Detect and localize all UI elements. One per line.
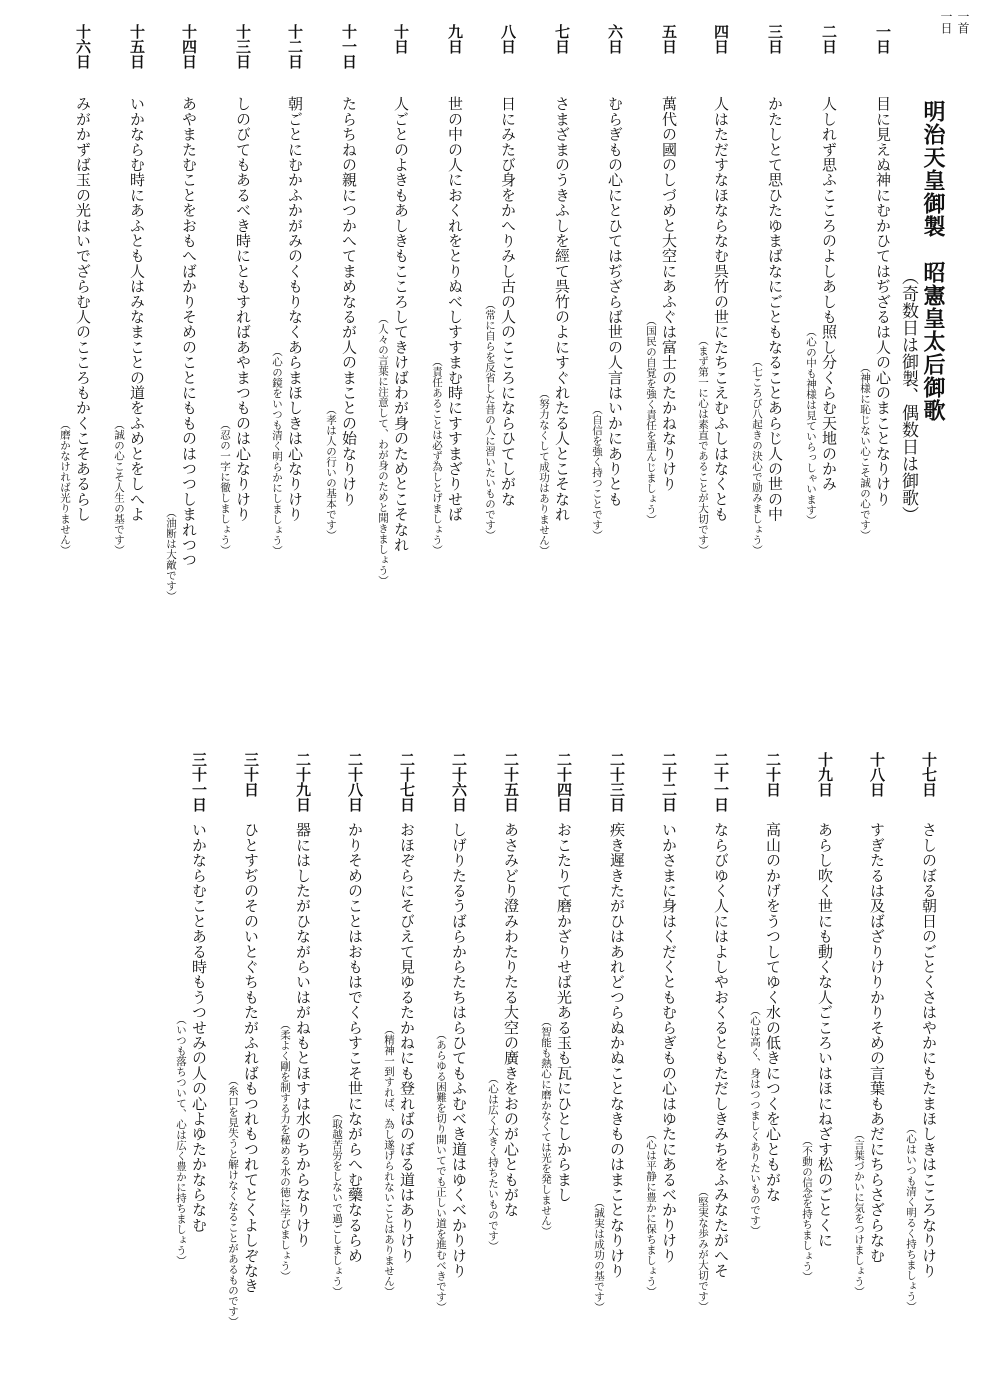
entry-poem: 人はただすなほならなむ呉竹の世にたちこえむふしはなくとも: [712, 96, 730, 522]
entry-day: 十九日: [816, 752, 834, 797]
entry-day: 六日: [606, 24, 624, 54]
entry-note: （自信を強く持つことです）: [591, 403, 603, 541]
entry-day: 二十二日: [660, 752, 678, 812]
entry-poem: おほぞらにそびえて見ゆるたかねにも登ればのぼる道はありけり: [398, 822, 416, 1263]
entry-poem: さまざまのうきふしを經て呉竹のよにすぐれたる人とこそなれ: [553, 96, 571, 522]
entry-day: 四日: [712, 24, 730, 54]
entry-note: （国民の自覚を強く責任を重んじましょう）: [645, 315, 657, 526]
entry-poem: 世の中の人におくれをとりぬべしすすまむ時にすすまざりせば: [446, 96, 464, 522]
entry-note: （心はいつも清く明るく持ちましょう）: [905, 1123, 917, 1312]
entry-poem: 器にはしたがひながらいはがねもとほすは水のちからなりけり: [294, 822, 312, 1248]
entry-day: 十五日: [128, 24, 146, 69]
entry-day: 二十九日: [294, 752, 312, 812]
page-subtitle: （奇数日は御製、偶数日は御歌）: [898, 268, 918, 523]
entry-poem: あらし吹く世にも動くな人ごころいはほにねざす松のごとくに: [816, 822, 834, 1248]
entry-poem: かたしとて思ひたゆまばなにごともなることあらじ人の世の中: [766, 96, 784, 522]
entry-day: 五日: [660, 24, 678, 54]
entry-poem: あやまたむことをおもへばかりそめのことにもものはつつしまれつつ: [180, 96, 198, 568]
entry-day: 十四日: [180, 24, 198, 69]
entry-poem: ひとすぢのそのいとぐちもたがふればもつれもつれてとくよしぞなき: [242, 822, 260, 1294]
entry-day: 二十日: [764, 752, 782, 797]
entry-note: （磨かなければ光りません）: [59, 419, 71, 556]
entry-note: （糸口を見失うと解けなくなることがあるものです）: [227, 1075, 239, 1328]
entry-day: 三日: [766, 24, 784, 54]
entry-poem: さしのぼる朝日のごとくさはやかにもたまほしきはこころなりけり: [920, 822, 938, 1278]
entry-day: 九日: [446, 24, 464, 54]
page-title: 明治天皇御製 昭憲皇太后御歌: [920, 100, 946, 422]
entry-poem: たらちねの親につかへてまめなるが人のまことの始なりけり: [340, 96, 358, 507]
entry-day: 二十七日: [398, 752, 416, 812]
entry-poem: むらぎもの心にとひてはぢざらば世の人言はいかにありとも: [606, 96, 624, 507]
entry-note: （堅実な歩みが大切です）: [697, 1186, 709, 1312]
entry-note: （常に自らを反省した昔の人に習いたいものです）: [484, 298, 496, 541]
entry-note: （七ころび八起きの決心で励みましょう）: [751, 356, 763, 556]
entry-note: （柔よく剛を制する力を秘める水の徳に学びましょう）: [279, 1019, 291, 1282]
entry-day: 二十六日: [450, 752, 468, 812]
entry-note: （心の鏡をいつも清く明らかにしましょう）: [271, 345, 283, 556]
entry-day: 十八日: [868, 752, 886, 797]
entry-poem: あさみどり澄みわたりたる大空の廣きをおのが心ともがな: [502, 822, 520, 1218]
entry-day: 七日: [553, 24, 571, 54]
entry-day: 二日: [820, 24, 838, 54]
entry-poem: 人ごとのよきもあしきもこころしてきけばわが身のためとこそなれ: [392, 96, 410, 552]
entry-note: （取越苦労をしないで過ごしましょう）: [331, 1107, 343, 1297]
entry-day: 八日: [499, 24, 517, 54]
entry-poem: しげりたるうばらからたちはらひてもふむべき道はゆくべかりけり: [450, 822, 468, 1278]
entry-poem: いかならむ時にあふとも人はみなまことの道をふめとをしへよ: [128, 96, 146, 522]
entry-poem: 朝ごとにむかふかがみのくもりなくあらまほしきは心なりけり: [286, 96, 304, 522]
header-bottom-label: 一首: [956, 10, 970, 34]
entry-day: 二十八日: [346, 752, 364, 812]
entry-note: （忍の一字に徹しましょう）: [219, 419, 231, 556]
entry-day: 十七日: [920, 752, 938, 797]
entry-poem: いかさまに身はくだくともむらぎもの心はゆたにあるべかりけり: [660, 822, 678, 1263]
entry-note: （智能も熱心に磨かなくては光を発しません）: [540, 1015, 552, 1236]
entry-day: 二十五日: [502, 752, 520, 812]
entry-note: （不動の信念を持ちましょう）: [801, 1134, 813, 1282]
entry-poem: 日にみたび身をかへりみし古の人のこころにならひてしがな: [499, 96, 517, 507]
header-top-label: 一日: [939, 10, 953, 34]
entry-note: （あらゆる困難を切り開いてでも正しい道を進むべきです）: [435, 1028, 447, 1312]
entry-note: （心は広く大きく持ちたいものです）: [487, 1072, 499, 1252]
entry-note: （言葉づかいに気をつけましょう）: [853, 1128, 865, 1297]
entry-note: （誠の心こそ人生の基です）: [113, 419, 125, 556]
entry-poem: 萬代の國のしづめと大空にあふぐは富士のたかねなりけり: [660, 96, 678, 492]
entry-note: （心は平静に豊かに保ちましょう）: [645, 1128, 657, 1297]
entry-day: 十一日: [340, 24, 358, 69]
entry-poem: すぎたるは及ばざりけりかりそめの言葉もあだにちらさざらなむ: [868, 822, 886, 1263]
entry-poem: 人しれず思ふこころのよしあしも照し分くらむ天地のかみ: [820, 96, 838, 492]
entry-day: 十日: [392, 24, 410, 54]
entry-poem: 目に見えぬ神にむかひてはぢざるは人の心のまことなりけり: [874, 96, 892, 507]
entry-day: 十三日: [234, 24, 252, 69]
entry-note: （心の中も神様は見ていらっしゃいます）: [805, 325, 817, 526]
entry-poem: みがかずば玉の光はいでざらむ人のこころもかくこそあるらし: [74, 96, 92, 522]
entry-note: （精神一到すれば、為し遂げられないことはありません）: [383, 1023, 395, 1297]
entry-day: 二十三日: [608, 752, 626, 812]
entry-poem: かりそめのことはおもはでくらすこそ世にながらへむ藥なるらめ: [346, 822, 364, 1263]
entry-day: 十六日: [74, 24, 92, 69]
entry-note: （努力なくして成功はありません）: [538, 387, 550, 556]
entry-note: （誠実は成功の基です）: [593, 1196, 605, 1312]
entry-day: 十二日: [286, 24, 304, 69]
entry-poem: しのびてもあるべき時にともすればあやまつものは心なりけり: [234, 96, 252, 522]
entry-note: （責任あることは必ず為しとげましょう）: [431, 356, 443, 556]
entry-poem: ならびゆく人にはよしやおくるともただしきみちをふみなたがへそ: [712, 822, 730, 1278]
entry-note: （孝は人の行いの基本です）: [325, 403, 337, 541]
entry-day: 三十日: [242, 752, 260, 797]
entry-poem: 疾き遲きたがひはあれどつらぬかぬことなきものはまことなりけり: [608, 822, 626, 1278]
entry-note: （心は高く、身はつつましくありたいものです）: [749, 1005, 761, 1236]
entry-day: 一日: [874, 24, 892, 54]
entry-poem: おこたりて磨かざりせば光ある玉も瓦にひとしからまし: [555, 822, 573, 1202]
entry-day: 三十一日: [190, 752, 208, 812]
entry-poem: いかならむことある時もうつせみの人の心よゆたかならなむ: [190, 822, 208, 1233]
entry-note: （人々の言葉に注意して、わが身のためと聞きましょう）: [377, 313, 389, 586]
entry-day: 二十四日: [555, 752, 573, 812]
entry-note: （神様に恥じない心こそ誠の心です）: [859, 361, 871, 541]
entry-poem: 高山のかげをうつしてゆく水の低きにつくを心ともがな: [764, 822, 782, 1202]
entry-note: （まず第一に心は素直であることが大切です）: [697, 335, 709, 556]
entry-note: （油断は大敵です）: [165, 506, 177, 602]
entry-day: 二十一日: [712, 752, 730, 812]
entry-note: （いつも落ちついて、心は広く豊かに持ちましょう）: [175, 1014, 187, 1267]
